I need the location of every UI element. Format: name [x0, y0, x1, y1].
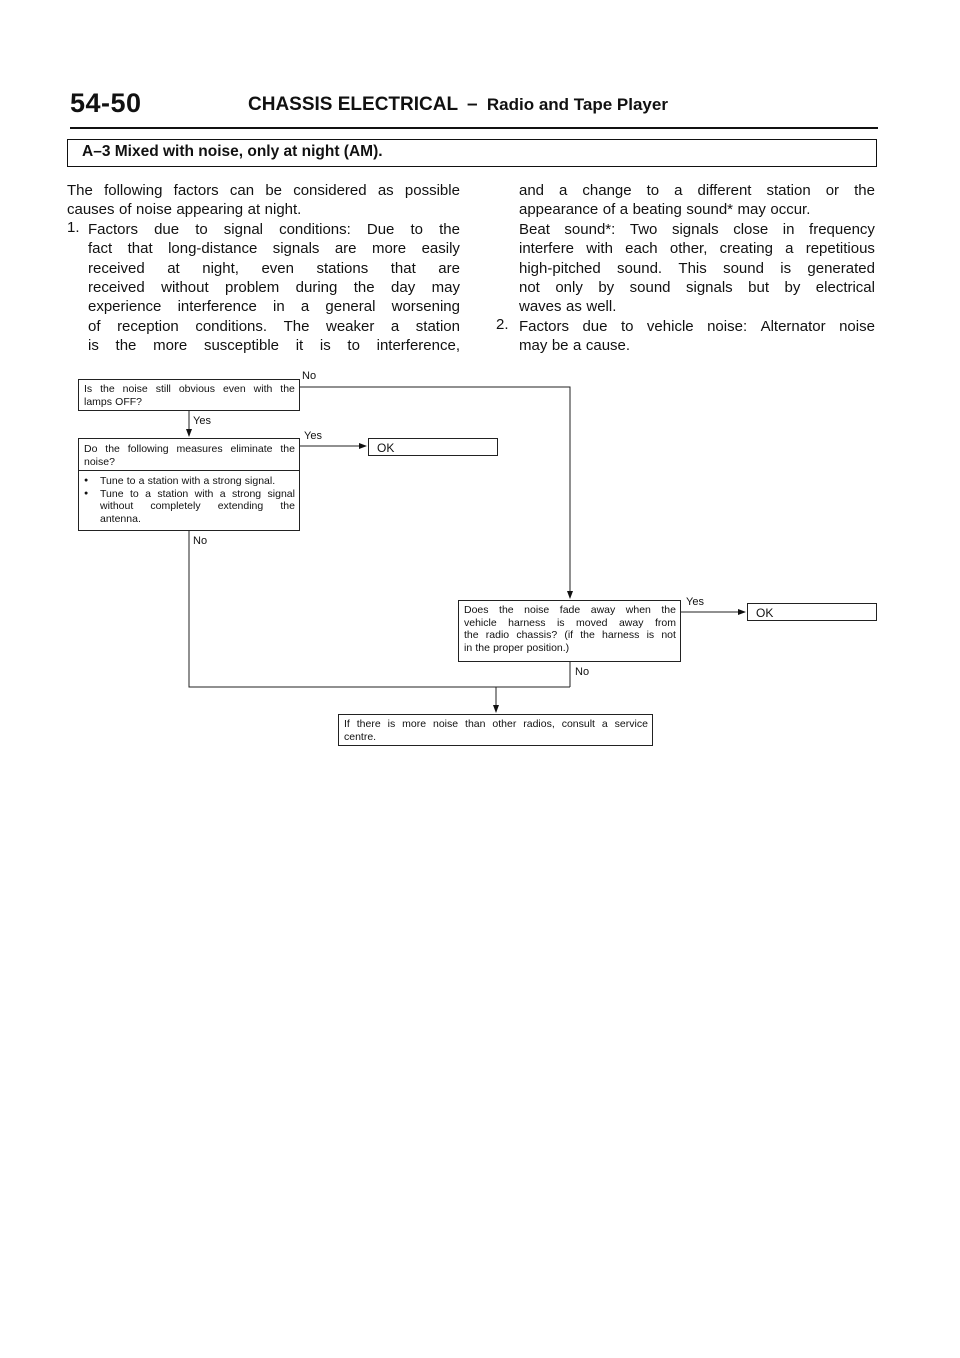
text-line: not only by sound signals but by electrical — [519, 278, 875, 296]
q2-yes-label: Yes — [304, 430, 322, 442]
q3-text-line: vehicle harness is moved away from — [464, 616, 676, 629]
section-title: CHASSIS ELECTRICAL — [248, 94, 458, 115]
text-line: The following factors can be considered as possible — [67, 182, 460, 199]
text-line: appearance of a beating sound* may occur. — [519, 201, 811, 219]
ok-box-1 — [368, 438, 498, 456]
subsection-title: Radio and Tape Player — [486, 95, 668, 114]
q1-text-line: Is the noise still obvious even with the — [84, 383, 295, 395]
measure-item — [84, 488, 295, 526]
text-line: may be a cause. — [519, 337, 631, 355]
question-2-box — [78, 438, 300, 531]
page-number: 54-50 — [70, 88, 142, 118]
q1-text-line: lamps OFF? — [84, 395, 142, 408]
measure-line: ● Tune to a station with a strong signal. — [100, 475, 276, 487]
measure-line: without completely extending the — [100, 500, 295, 513]
question-1-box — [78, 379, 300, 411]
question-3-box — [458, 600, 681, 662]
text-line: Beat sound*: Two signals close in frequency — [519, 220, 875, 238]
title-dash: – — [467, 94, 478, 115]
ok-label: OK — [756, 606, 774, 620]
text-line: is the more susceptible it is to interference, — [88, 337, 460, 355]
q1-yes-label: Yes — [193, 415, 211, 427]
final-text-line: If there is more noise than other radios, consult a service — [344, 718, 648, 730]
measure-line: ● Tune to a station with a strong signal — [100, 487, 295, 500]
text-line: high-pitched sound. This sound is generated — [519, 259, 875, 277]
text-line: received without problem during the day may — [88, 278, 460, 296]
q2-divider — [79, 470, 299, 471]
text-line: causes of noise appearing at night. — [67, 201, 302, 219]
text-line: Factors due to vehicle noise: Alternator noise — [519, 317, 875, 335]
q3-text-line: the radio chassis? (if the harness is not — [464, 629, 676, 642]
q3-no-label: No — [575, 666, 590, 678]
ok-label: OK — [377, 441, 395, 455]
text-line: fact that long-distance signals are more easily — [88, 240, 460, 258]
final-text-line: centre. — [344, 730, 377, 743]
text-line: of reception conditions. The weaker a station — [88, 317, 460, 335]
text-line: waves as well. — [519, 298, 617, 316]
text-line: experience interference in a general worsening — [88, 298, 460, 316]
text-line: interfere with each other, creating a repetitious — [519, 240, 875, 258]
q1-no-connector — [300, 387, 570, 598]
q2-text-line: noise? — [84, 455, 115, 468]
text-line: and a change to a different station or the — [519, 182, 875, 199]
q3-text-line: Does the noise fade away when the — [464, 604, 676, 616]
q3-text-line: in the proper position.) — [464, 641, 570, 654]
measure-line: antenna. — [100, 512, 141, 525]
text-line: received at night, even stations that are — [88, 259, 460, 277]
list-number-1: 1. — [67, 219, 80, 236]
final-action-box — [338, 714, 653, 746]
q3-yes-label: Yes — [686, 596, 704, 608]
q2-no-label: No — [193, 535, 208, 547]
q2-text-line: Do the following measures eliminate the — [84, 443, 295, 455]
ok-box-2 — [747, 603, 877, 621]
q1-no-label: No — [302, 370, 317, 382]
list-number-2: 2. — [496, 316, 509, 333]
measure-item — [84, 475, 295, 488]
symptom-title: A–3 Mixed with noise, only at night (AM). — [82, 143, 383, 160]
text-line: Factors due to signal conditions: Due to the — [88, 220, 460, 238]
